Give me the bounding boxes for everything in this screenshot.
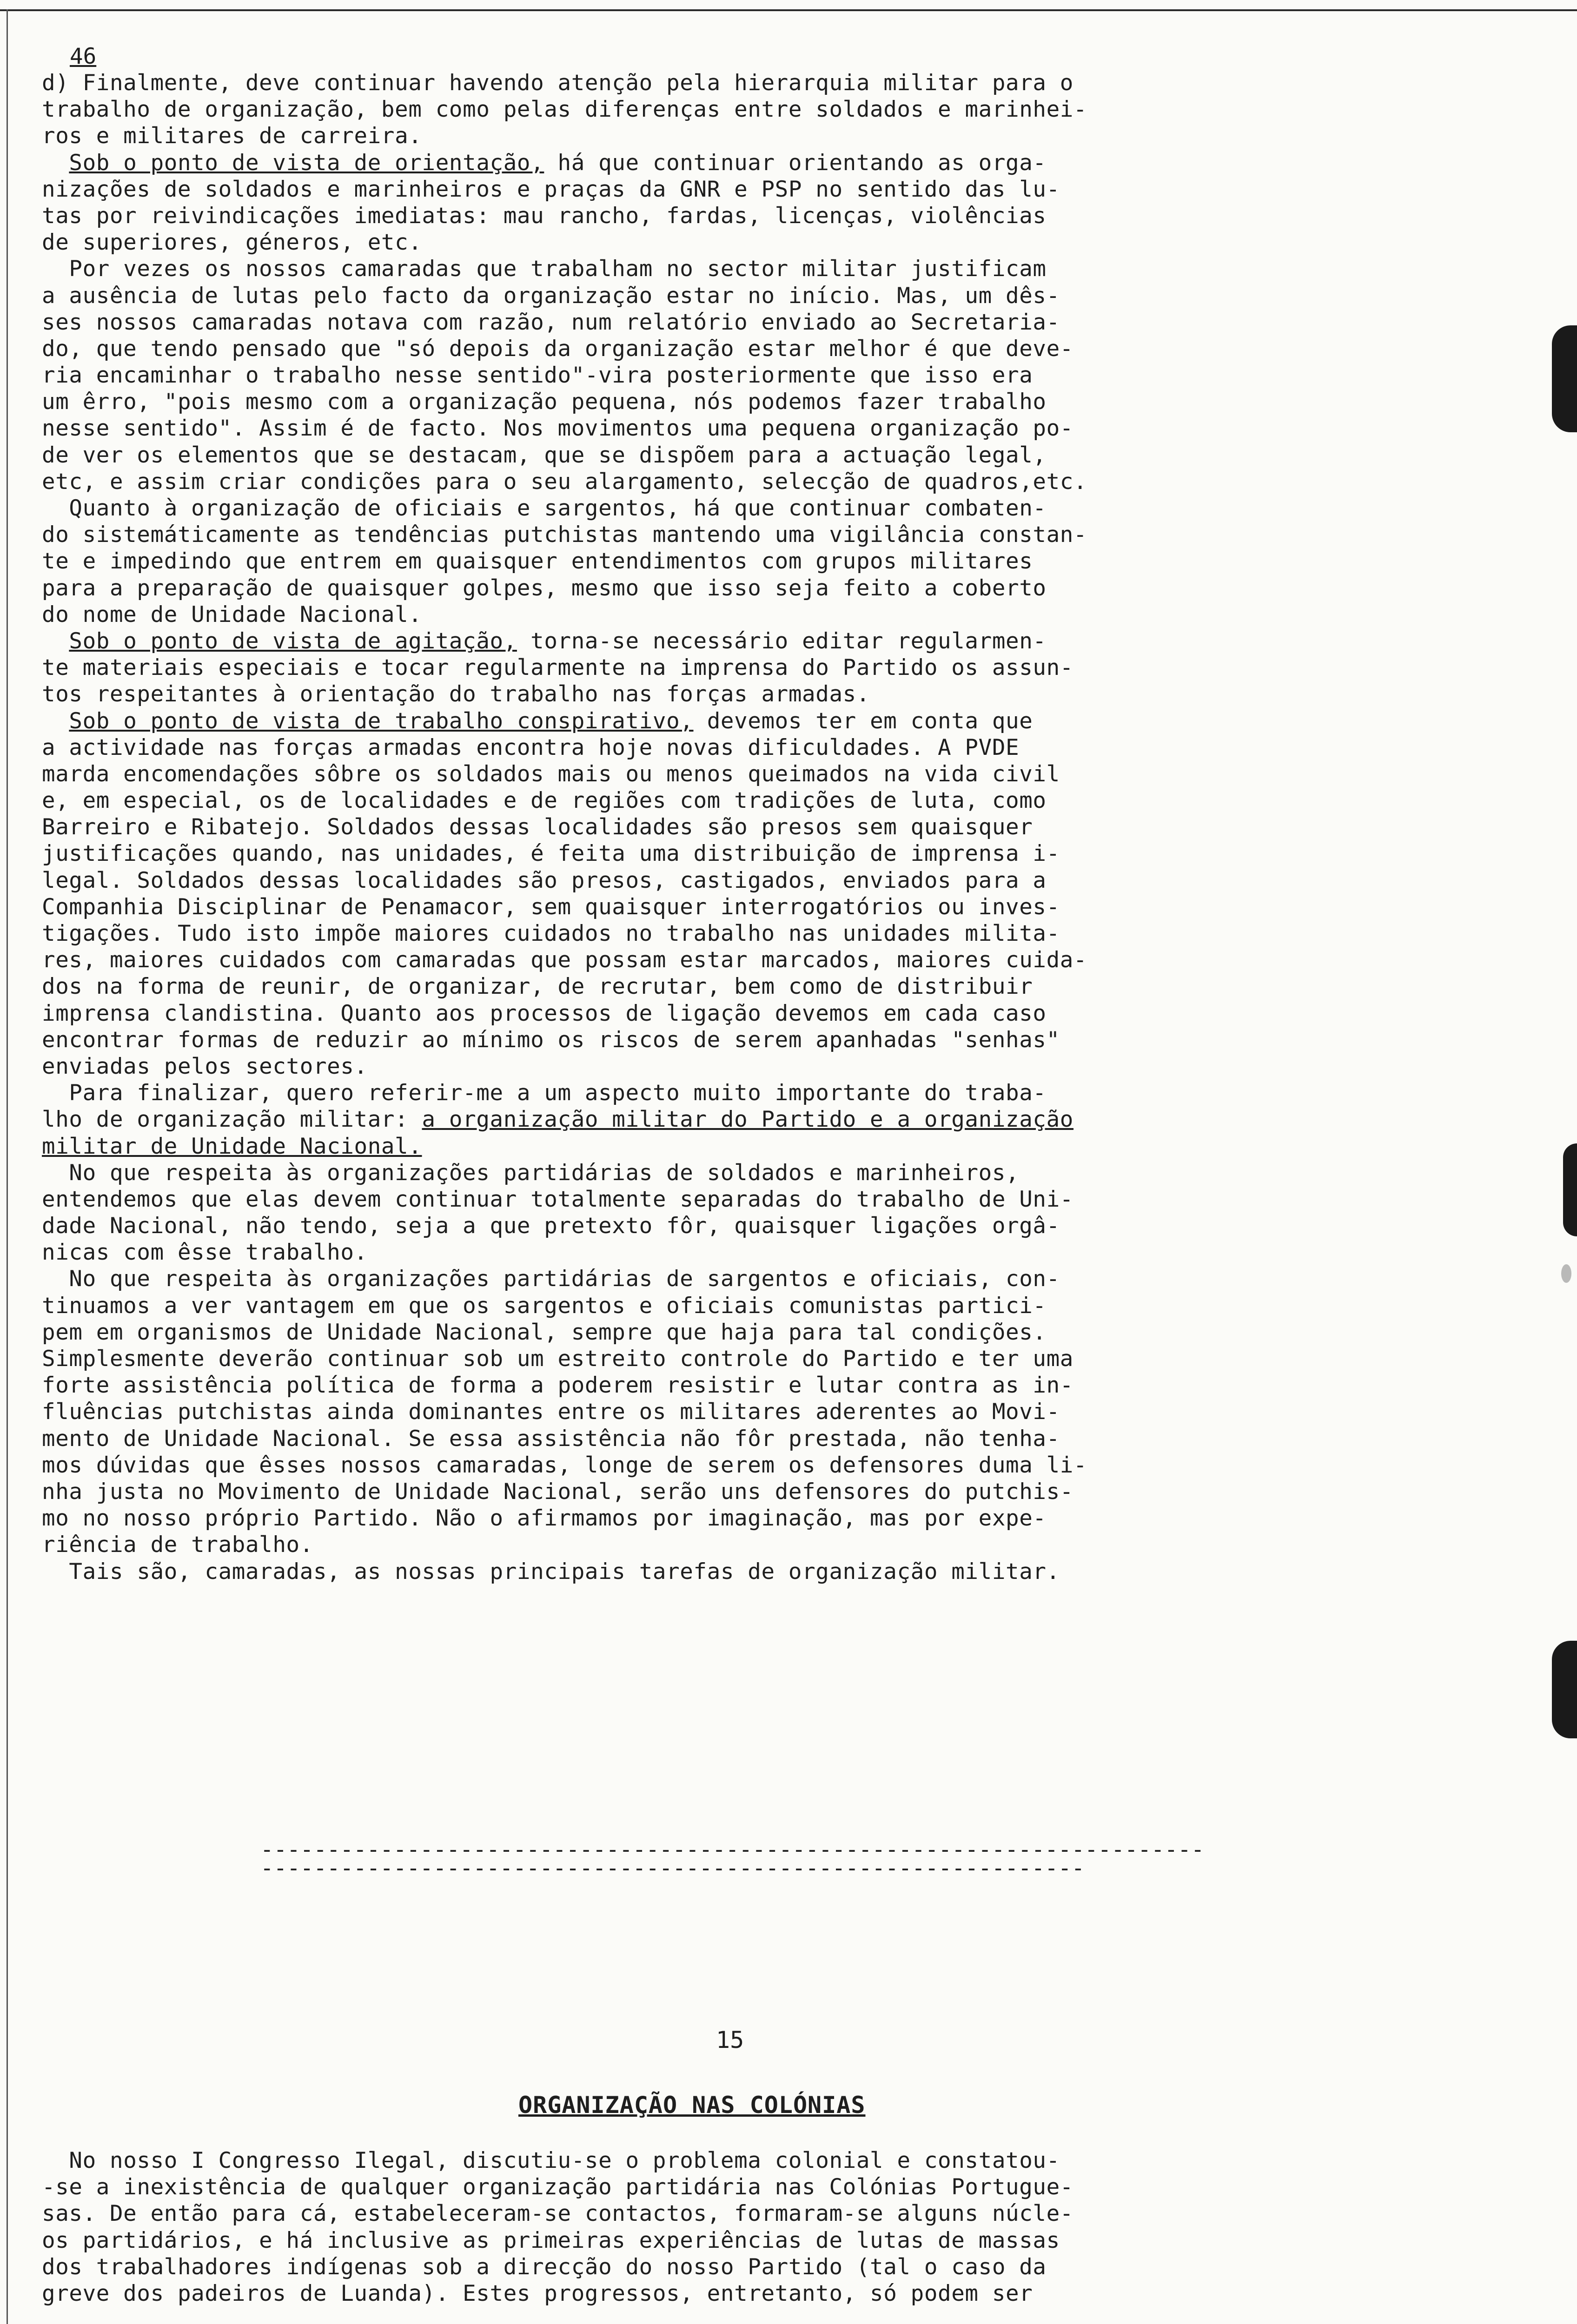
line-text: de superiores, géneros, etc. bbox=[42, 230, 422, 256]
text-line bbox=[42, 654, 1455, 681]
text-line bbox=[42, 1239, 1455, 1266]
line-text: greve dos padeiros de Luanda). Estes progressos, entretanto, só podem ser bbox=[42, 2280, 1033, 2306]
text-line bbox=[42, 1027, 1455, 1053]
text-line bbox=[42, 1213, 1455, 1239]
line-text: ros e militares de carreira. bbox=[42, 123, 422, 149]
divider-line: ----------------------------------------------------------------------- bbox=[260, 1837, 1205, 1862]
underlined-text: Sob o ponto de vista de orientação, bbox=[69, 150, 544, 176]
text-line bbox=[42, 176, 1455, 203]
line-text: marda encomendações sôbre os soldados mais ou menos queimados na vida civil bbox=[42, 761, 1060, 787]
text-line bbox=[42, 867, 1455, 894]
line-text: tas por reivindicações imediatas: mau rancho, fardas, licenças, violências bbox=[42, 203, 1047, 229]
line-text: tinuamos a ver vantagem em que os sargentos e oficiais comunistas partici- bbox=[42, 1293, 1047, 1319]
underlined-text: militar de Unidade Nacional. bbox=[42, 1133, 422, 1159]
line-text: nha justa no Movimento de Unidade Nacional, serão uns defensores do putchis- bbox=[42, 1479, 1074, 1505]
underlined-text: Sob o ponto de vista de agitação, bbox=[69, 628, 517, 654]
text-line bbox=[42, 708, 1455, 734]
text-line bbox=[42, 548, 1455, 574]
text-line bbox=[42, 1000, 1455, 1027]
section-number: 15 bbox=[716, 2027, 744, 2053]
text-line bbox=[42, 495, 1455, 522]
text-line bbox=[42, 1399, 1455, 1425]
line-text: riência de trabalho. bbox=[42, 1532, 313, 1558]
line-text: mo no nosso próprio Partido. Não o afirmamos por imaginação, mas por expe- bbox=[42, 1505, 1047, 1532]
line-text: -se a inexistência de qualquer organização partidária nas Colónias Portugue- bbox=[42, 2174, 1074, 2200]
line-text: No que respeita às organizações partidárias de sargentos e oficiais, con- bbox=[69, 1266, 1060, 1292]
line-text: enviadas pelos sectores. bbox=[42, 1053, 368, 1079]
text-line bbox=[42, 123, 1455, 149]
line-text: do sistemáticamente as tendências putchistas mantendo uma vigilância constan- bbox=[42, 522, 1087, 548]
underlined-text: a organização militar do Partido e a organização bbox=[422, 1107, 1074, 1133]
text-line bbox=[42, 894, 1455, 920]
line-text: há que continuar orientando as orga- bbox=[544, 150, 1047, 176]
top-border bbox=[0, 9, 1577, 11]
line-text: Para finalizar, quero referir-me a um aspecto muito importante do traba- bbox=[69, 1080, 1047, 1106]
line-text: os partidários, e há inclusive as primeiras experiências de lutas de massas bbox=[42, 2227, 1060, 2253]
text-line bbox=[42, 1346, 1455, 1372]
line-text: ses nossos camaradas notava com razão, num relatório enviado ao Secretaria- bbox=[42, 309, 1060, 335]
line-text: devemos ter em conta que bbox=[693, 708, 1033, 734]
text-line bbox=[42, 389, 1455, 415]
line-text: pem em organismos de Unidade Nacional, sempre que haja para tal condições. bbox=[42, 1319, 1047, 1345]
text-line bbox=[42, 973, 1455, 1000]
section-divider bbox=[260, 1837, 1292, 1881]
text-line bbox=[42, 1266, 1455, 1292]
line-text: nicas com êsse trabalho. bbox=[42, 1240, 368, 1266]
line-text: nesse sentido". Assim é de facto. Nos movimentos uma pequena organização po- bbox=[42, 416, 1074, 442]
text-line bbox=[42, 920, 1455, 947]
line-text: Por vezes os nossos camaradas que trabalham no sector militar justificam bbox=[69, 256, 1047, 282]
line-text: forte assistência política de forma a poderem resistir e lutar contra as in- bbox=[42, 1373, 1074, 1399]
text-line bbox=[42, 1186, 1455, 1213]
body-text bbox=[42, 70, 1455, 1585]
line-text: de ver os elementos que se destacam, que se dispõem para a actuação legal, bbox=[42, 442, 1047, 468]
text-line bbox=[42, 2280, 1455, 2307]
text-line bbox=[42, 601, 1455, 628]
line-text: tigações. Tudo isto impõe maiores cuidados no trabalho nas unidades milita- bbox=[42, 921, 1060, 946]
text-line bbox=[42, 256, 1455, 282]
line-text: torna-se necessário editar regularmen- bbox=[517, 628, 1047, 654]
line-text: nizações de soldados e marinheiros e praças da GNR e PSP no sentido das lu- bbox=[42, 176, 1060, 202]
line-text: do, que tendo pensado que "só depois da organização estar melhor é que deve- bbox=[42, 336, 1074, 362]
text-line bbox=[42, 362, 1455, 389]
line-text: a ausência de lutas pelo facto da organização estar no início. Mas, um dês- bbox=[42, 283, 1060, 309]
line-text: justificações quando, nas unidades, é feita uma distribuição de imprensa i- bbox=[42, 841, 1060, 867]
section-title: ORGANIZAÇÃO NAS COLÓNIAS bbox=[518, 2092, 866, 2119]
text-line bbox=[42, 415, 1455, 442]
line-text: Simplesmente deverão continuar sob um estreito controle do Partido e ter uma bbox=[42, 1346, 1074, 1372]
text-line bbox=[42, 336, 1455, 362]
line-text: dade Nacional, não tendo, seja a que pretexto fôr, quaisquer ligações orgâ- bbox=[42, 1213, 1060, 1239]
line-text: trabalho de organização, bem como pelas diferenças entre soldados e marinhei- bbox=[42, 97, 1087, 123]
line-text: do nome de Unidade Nacional. bbox=[42, 601, 422, 627]
line-text: legal. Soldados dessas localidades são presos, castigados, enviados para a bbox=[42, 867, 1047, 893]
text-line bbox=[42, 734, 1455, 761]
text-line bbox=[42, 947, 1455, 973]
text-line bbox=[42, 203, 1455, 229]
line-text: lho de organização militar: bbox=[42, 1107, 422, 1133]
text-line bbox=[42, 628, 1455, 654]
text-line bbox=[42, 761, 1455, 787]
line-text: para a preparação de quaisquer golpes, mesmo que isso seja feito a coberto bbox=[42, 575, 1047, 601]
punch-hole bbox=[1552, 325, 1577, 432]
text-line bbox=[42, 814, 1455, 840]
line-text: tos respeitantes à orientação do trabalho nas forças armadas. bbox=[42, 681, 870, 707]
text-line bbox=[42, 522, 1455, 548]
text-line bbox=[42, 2254, 1455, 2280]
line-text: sas. De então para cá, estabeleceram-se contactos, formaram-se alguns núcle- bbox=[42, 2201, 1074, 2227]
text-line bbox=[42, 1053, 1455, 1080]
line-text: encontrar formas de reduzir ao mínimo os riscos de serem apanhadas "senhas" bbox=[42, 1027, 1060, 1053]
text-line bbox=[42, 1479, 1455, 1505]
text-line bbox=[42, 1505, 1455, 1532]
line-text: etc, e assim criar condições para o seu alargamento, selecção de quadros,etc. bbox=[42, 469, 1087, 495]
line-text: Quanto à organização de oficiais e sargentos, há que continuar combaten- bbox=[69, 495, 1047, 521]
line-text: um êrro, "pois mesmo com a organização pequena, nós podemos fazer trabalho bbox=[42, 389, 1047, 415]
line-text: Tais são, camaradas, as nossas principais tarefas de organização militar. bbox=[69, 1558, 1060, 1585]
text-line bbox=[42, 1106, 1455, 1133]
line-text: mento de Unidade Nacional. Se essa assistência não fôr prestada, não tenha- bbox=[42, 1426, 1060, 1452]
line-text: entendemos que elas devem continuar totalmente separadas do trabalho de Uni- bbox=[42, 1186, 1074, 1212]
text-line bbox=[42, 469, 1455, 495]
ink-blot bbox=[1561, 1264, 1571, 1283]
text-line bbox=[42, 787, 1455, 814]
page-number: 46 bbox=[70, 44, 97, 69]
underlined-text: Sob o ponto de vista de trabalho conspirativo, bbox=[69, 708, 694, 734]
line-text: dos na forma de reunir, de organizar, de recrutar, bem como de distribuir bbox=[42, 974, 1033, 1000]
text-line bbox=[42, 442, 1455, 469]
text-line bbox=[42, 283, 1455, 309]
text-line bbox=[42, 1452, 1455, 1479]
text-line bbox=[42, 96, 1455, 123]
line-text: Barreiro e Ribatejo. Soldados dessas localidades são presos sem quaisquer bbox=[42, 814, 1033, 840]
text-line bbox=[42, 1160, 1455, 1186]
text-line bbox=[42, 1319, 1455, 1346]
text-line bbox=[42, 229, 1455, 256]
line-text: No que respeita às organizações partidárias de soldados e marinheiros, bbox=[69, 1160, 1020, 1186]
section-body-text bbox=[42, 2147, 1455, 2307]
line-text: imprensa clandistina. Quanto aos processos de ligação devemos em cada caso bbox=[42, 1000, 1047, 1026]
line-text: te materiais especiais e tocar regularmente na imprensa do Partido os assun- bbox=[42, 655, 1074, 681]
line-text: res, maiores cuidados com camaradas que possam estar marcados, maiores cuida- bbox=[42, 947, 1087, 973]
text-line bbox=[42, 1558, 1455, 1585]
text-line bbox=[42, 575, 1455, 601]
text-line bbox=[42, 70, 1455, 96]
line-text: Companhia Disciplinar de Penamacor, sem quaisquer interrogatórios ou inves- bbox=[42, 894, 1060, 920]
line-text: fluências putchistas ainda dominantes entre os militares aderentes ao Movi- bbox=[42, 1399, 1060, 1425]
text-line bbox=[42, 2200, 1455, 2227]
punch-hole bbox=[1552, 1641, 1577, 1738]
text-line bbox=[42, 1133, 1455, 1160]
text-line bbox=[42, 840, 1455, 867]
text-line bbox=[42, 1532, 1455, 1558]
line-text: ria encaminhar o trabalho nesse sentido"-vira posteriormente que isso era bbox=[42, 363, 1033, 389]
line-text: mos dúvidas que êsses nossos camaradas, longe de serem os defensores duma li- bbox=[42, 1452, 1087, 1478]
text-line bbox=[42, 1426, 1455, 1452]
text-line bbox=[42, 1293, 1455, 1319]
punch-hole bbox=[1563, 1143, 1577, 1236]
text-line bbox=[42, 150, 1455, 176]
left-border bbox=[7, 9, 8, 2324]
line-text: e, em especial, os de localidades e de regiões com tradições de luta, como bbox=[42, 788, 1047, 814]
divider-line: -------------------------------------------------------------- bbox=[260, 1855, 1085, 1881]
line-text: d) Finalmente, deve continuar havendo atenção pela hierarquia militar para o bbox=[42, 70, 1074, 96]
line-text: a actividade nas forças armadas encontra hoje novas dificuldades. A PVDE bbox=[42, 734, 1020, 760]
line-text: te e impedindo que entrem em quaisquer entendimentos com grupos militares bbox=[42, 548, 1033, 574]
text-line bbox=[42, 2174, 1455, 2200]
text-line bbox=[42, 2147, 1455, 2174]
text-line bbox=[42, 2227, 1455, 2254]
text-line bbox=[42, 681, 1455, 707]
line-text: dos trabalhadores indígenas sob a direcção do nosso Partido (tal o caso da bbox=[42, 2254, 1047, 2280]
text-line bbox=[42, 1372, 1455, 1399]
text-line bbox=[42, 1080, 1455, 1106]
line-text: No nosso I Congresso Ilegal, discutiu-se o problema colonial e constatou- bbox=[69, 2148, 1060, 2173]
text-line bbox=[42, 309, 1455, 336]
